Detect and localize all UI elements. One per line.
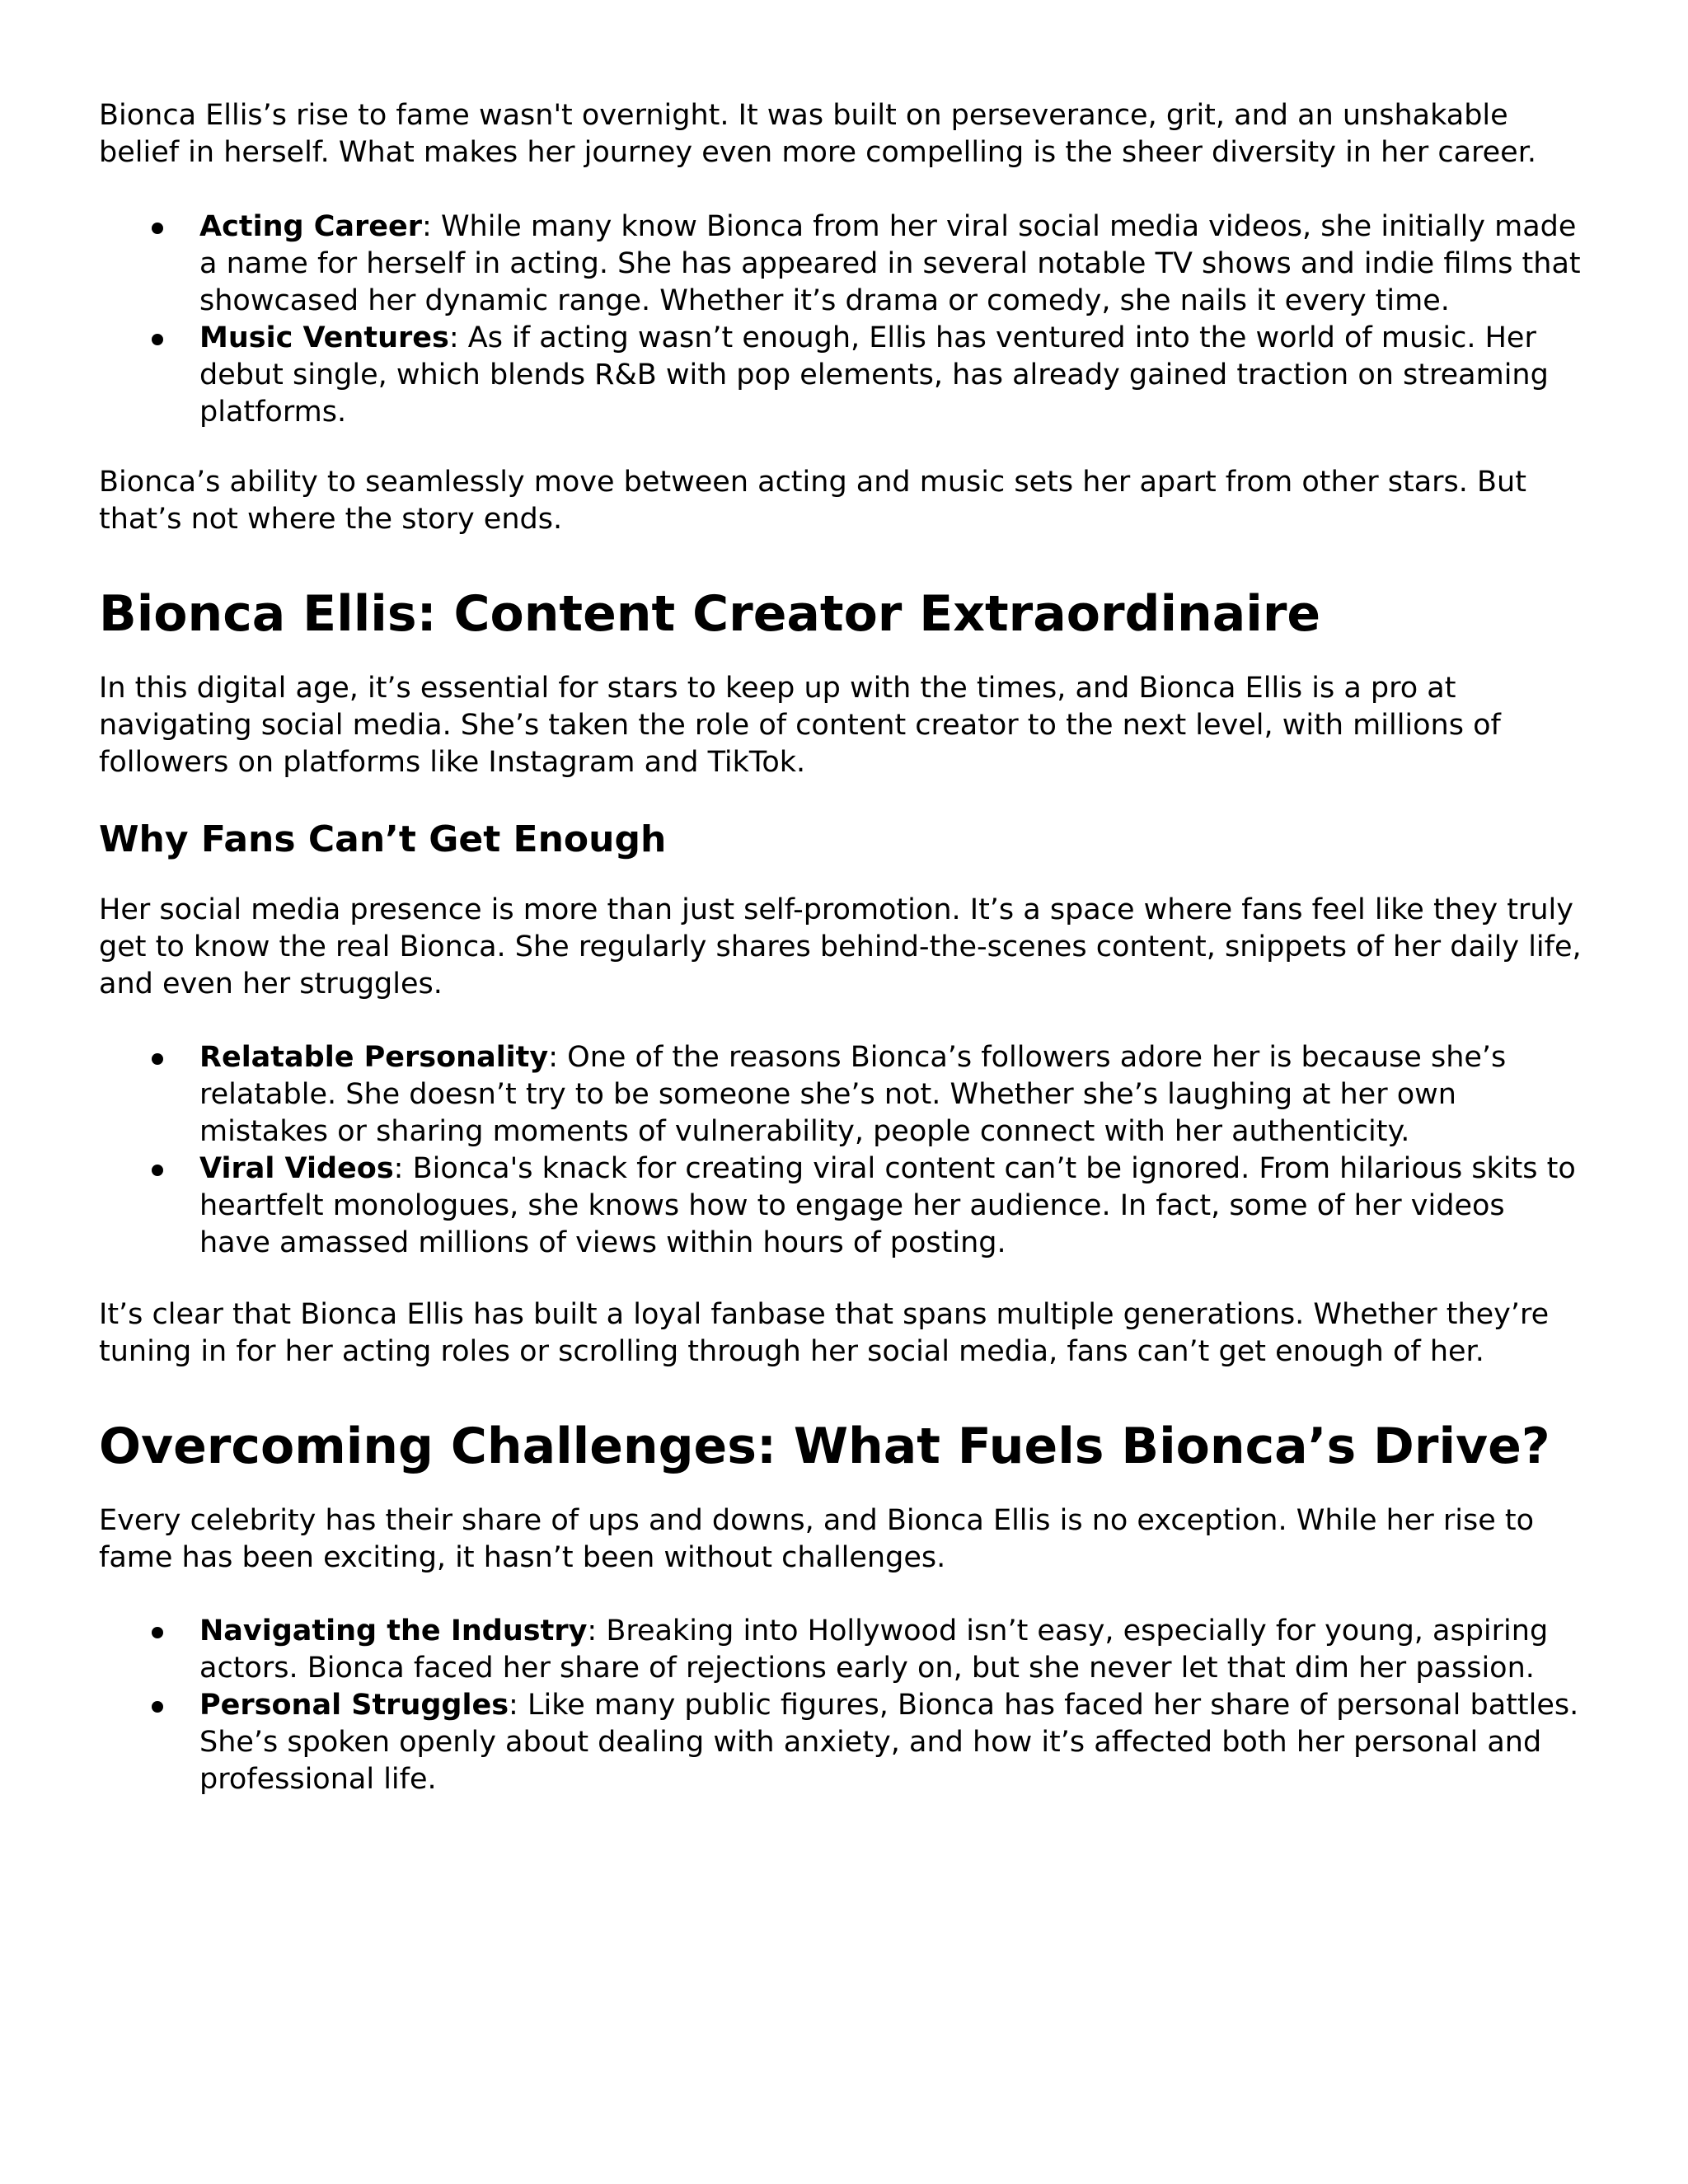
bullet-icon [152,1627,163,1638]
bullet-text: : Breaking into Hollywood isn’t easy, especially for young, aspiring actors. Bionca faced her share of rejections early on, but she never let that dim her passion. [199,1615,1549,1685]
list-item [99,1151,1582,1262]
bullet-term: Acting Career [199,210,423,243]
intro-closing-paragraph: Bionca’s ability to seamlessly move between acting and music sets her apart from other stars. But that’s not where the story ends. [99,466,1526,536]
bullet-term: Relatable Personality [199,1041,549,1074]
challenges-paragraph: Every celebrity has their share of ups and downs, and Bionca Ellis is no exception. While her rise to fame has been exciting, it hasn’t been without challenges. [99,1504,1534,1574]
subheading-why-fans: Why Fans Can’t Get Enough [99,818,667,860]
section-heading-content-creator: Bionca Ellis: Content Creator Extraordinaire [99,585,1321,643]
list-item [99,1039,1582,1151]
challenges-bullet-list [99,1613,1582,1798]
list-item [99,209,1582,320]
list-item [99,1687,1582,1798]
bullet-icon [152,1165,163,1176]
bullet-term: Viral Videos [199,1152,394,1185]
bullet-icon [152,334,163,345]
social-presence-paragraph: Her social media presence is more than just self-promotion. It’s a space where fans feel like they truly get to know the real Bionca. She regularly shares behind-the-scenes content, snippets of her daily life, and even her struggles. [99,893,1582,1001]
document-page [99,97,1582,1798]
list-item [99,1613,1582,1687]
bullet-text: : One of the reasons Bionca’s followers adore her is because she’s relatable. She doesn’t try to be someone she’s not. Whether she’s laughing at her own mistakes or sharing moments of vulnerability, people connect with her authenticity. [199,1041,1507,1148]
bullet-text: : As if acting wasn’t enough, Ellis has ventured into the world of music. Her debut single, which blends R&B with pop elements, has already gained traction on streaming platforms. [199,321,1549,429]
fanbase-paragraph: It’s clear that Bionca Ellis has built a loyal fanbase that spans multiple generations. Whether they’re tuning in for her acting roles or scrolling through her social media, fans can’t get enough of her. [99,1298,1550,1368]
intro-paragraph: Bionca Ellis’s rise to fame wasn't overnight. It was built on perseverance, grit, and an unshakable belief in herself. What makes her journey even more compelling is the sheer diversity in her career. [99,99,1537,169]
bullet-text: : Like many public figures, Bionca has faced her share of personal battles. She’s spoken openly about dealing with anxiety, and how it’s affected both her personal and professional life. [199,1689,1579,1796]
list-item [99,320,1582,431]
bullet-icon [152,1701,163,1713]
content-creator-bullet-list [99,1039,1582,1262]
bullet-term: Navigating the Industry [199,1615,588,1647]
section-heading-challenges: Overcoming Challenges: What Fuels Bionca’s Drive? [99,1418,1550,1475]
bullet-text: : Bionca's knack for creating viral content can’t be ignored. From hilarious skits to heartfelt monologues, she knows how to engage her audience. In fact, some of her videos have amassed millions of views within hours of posting. [199,1152,1576,1259]
bullet-text: : While many know Bionca from her viral social media videos, she initially made a name for herself in acting. She has appeared in several notable TV shows and indie films that showcased her dynamic range. Whether it’s drama or comedy, she nails it every time. [199,210,1581,317]
intro-bullet-list [99,209,1582,431]
bullet-term: Music Ventures [199,321,449,354]
bullet-term: Personal Struggles [199,1689,509,1722]
bullet-icon [152,223,163,234]
bullet-icon [152,1053,163,1065]
content-creator-paragraph: In this digital age, it’s essential for stars to keep up with the times, and Bionca Ellis is a pro at navigating social media. She’s taken the role of content creator to the next level, with millions of followers on platforms like Instagram and TikTok. [99,672,1501,779]
